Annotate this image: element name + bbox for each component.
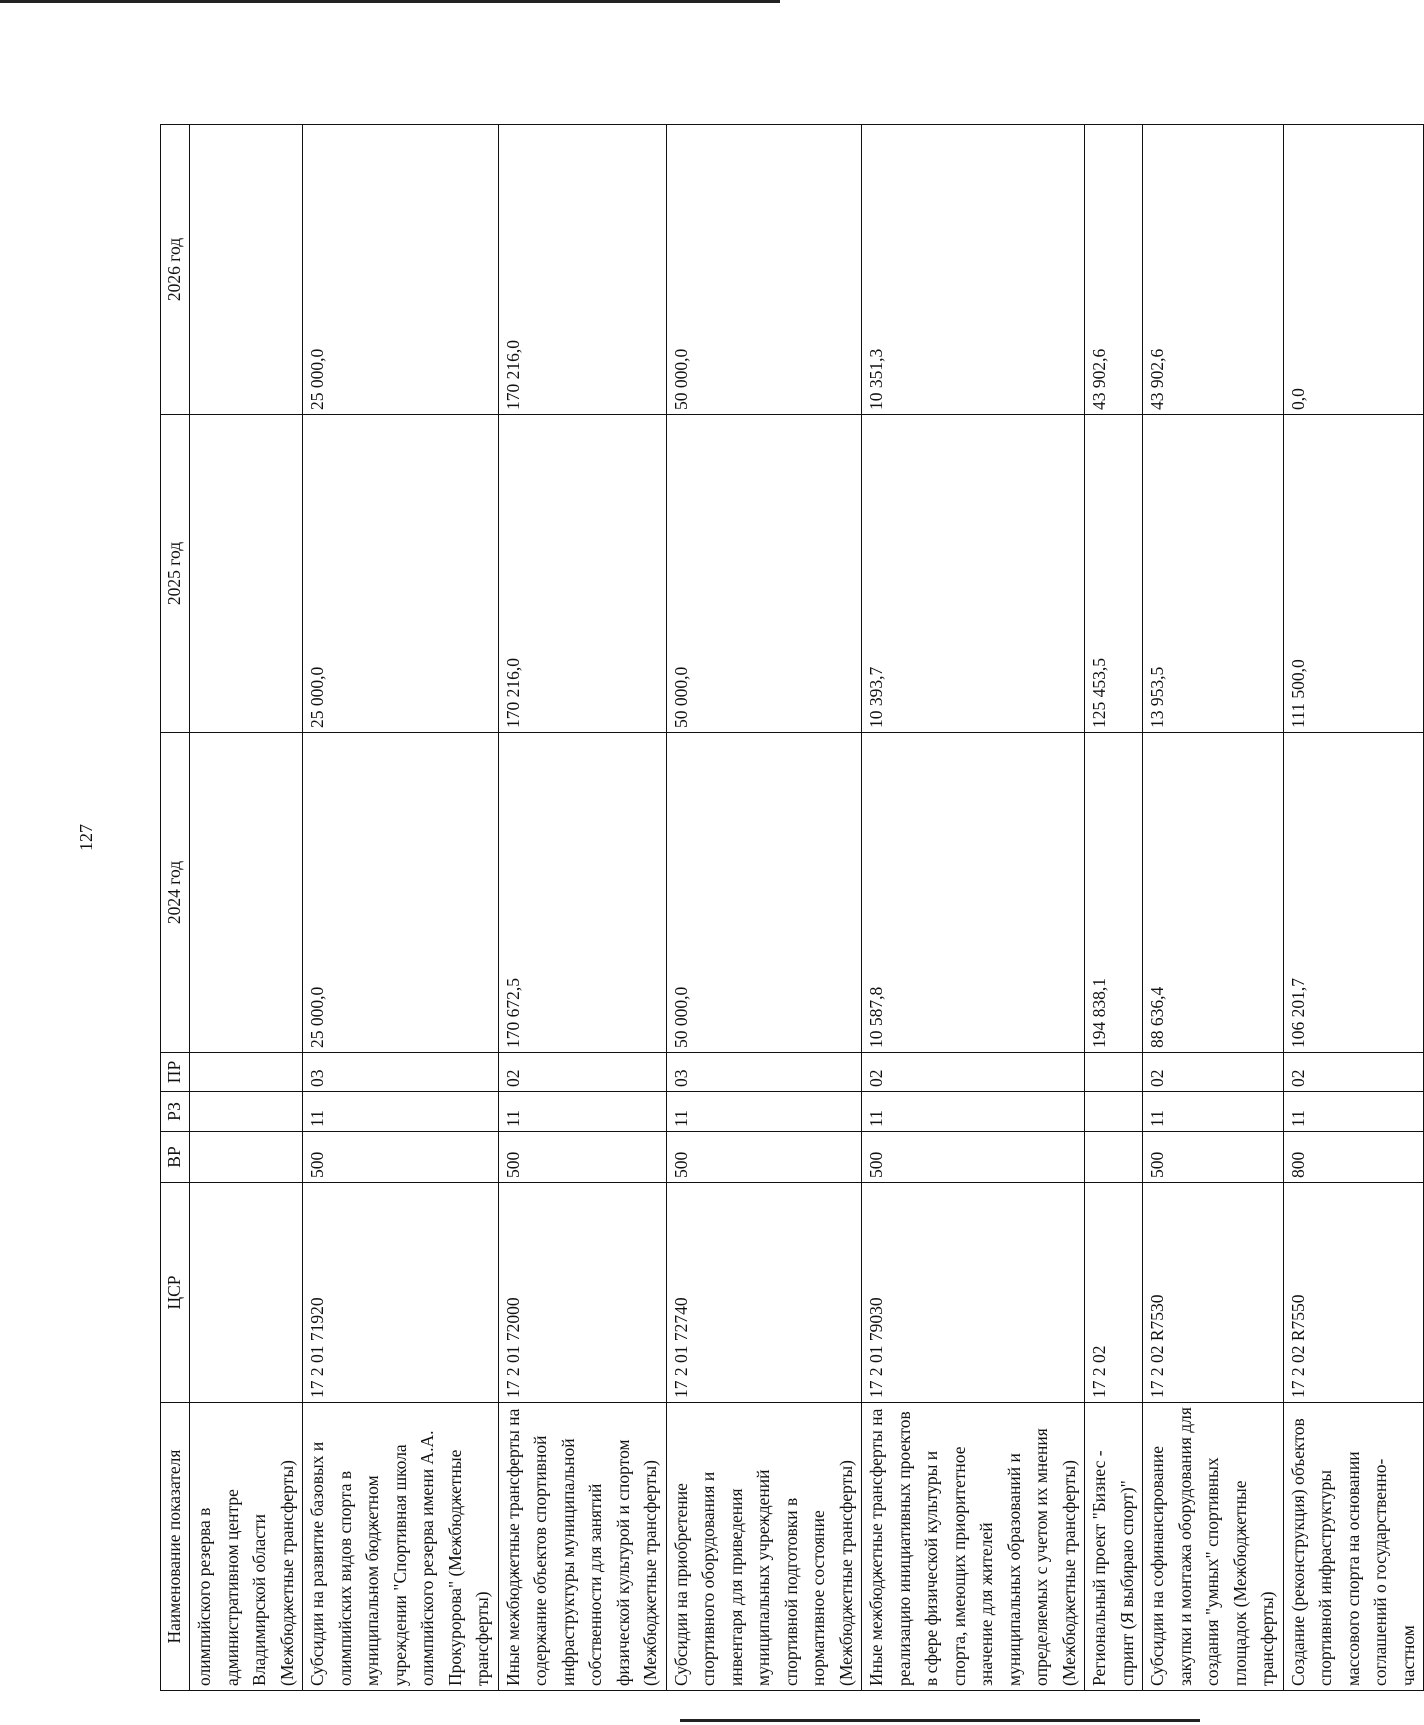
header-rz: РЗ bbox=[161, 1092, 190, 1132]
cell-2025 bbox=[190, 415, 303, 733]
cell-vr: 500 bbox=[498, 1132, 666, 1183]
cell-pr: 03 bbox=[303, 1053, 499, 1092]
cell-2026: 43 902,6 bbox=[1085, 125, 1143, 415]
cell-pr bbox=[1085, 1053, 1143, 1092]
header-2024: 2024 год bbox=[161, 733, 190, 1053]
cell-2026: 43 902,6 bbox=[1143, 125, 1284, 415]
table-row bbox=[1143, 125, 1284, 1691]
header-pr: ПР bbox=[161, 1053, 190, 1092]
cell-vr bbox=[1085, 1132, 1143, 1183]
cell-2025: 50 000,0 bbox=[666, 415, 862, 733]
cell-2026: 10 351,3 bbox=[862, 125, 1085, 415]
cell-2024 bbox=[190, 733, 303, 1053]
cell-rz: 11 bbox=[1143, 1092, 1284, 1132]
cell-pr: 02 bbox=[1143, 1053, 1284, 1092]
cell-2025: 125 453,5 bbox=[1085, 415, 1143, 733]
budget-table bbox=[160, 124, 1424, 1691]
cell-pr bbox=[190, 1053, 303, 1092]
cell-2026 bbox=[190, 125, 303, 415]
cell-2026: 0,0 bbox=[1283, 125, 1424, 415]
cell-csr: 17 2 02 bbox=[1085, 1183, 1143, 1403]
cell-rz: 11 bbox=[498, 1092, 666, 1132]
cell-vr: 500 bbox=[303, 1132, 499, 1183]
cell-2025: 170 216,0 bbox=[498, 415, 666, 733]
cell-csr bbox=[190, 1183, 303, 1403]
cell-2024: 106 201,7 bbox=[1283, 733, 1424, 1053]
cell-name: олимпийского резерва в административном центре Владимирской области (Межбюджетные трансферты) bbox=[190, 1403, 303, 1691]
cell-2024: 25 000,0 bbox=[303, 733, 499, 1053]
cell-rz: 11 bbox=[303, 1092, 499, 1132]
header-2026: 2026 год bbox=[161, 125, 190, 415]
cell-name: Иные межбюджетные трансферты на реализацию инициативных проектов в сфере физической культуры и спорта, имеющих приоритетное значение для жителей муниципальных образований и определяемых с учетом их мнения (Межбюджетные трансферты) bbox=[862, 1403, 1085, 1691]
cell-name: Региональный проект "Бизнес - спринт (Я выбираю спорт)" bbox=[1085, 1403, 1143, 1691]
cell-2025: 13 953,5 bbox=[1143, 415, 1284, 733]
cell-2026: 170 216,0 bbox=[498, 125, 666, 415]
header-2025: 2025 год bbox=[161, 415, 190, 733]
cell-rz: 11 bbox=[862, 1092, 1085, 1132]
cell-2026: 25 000,0 bbox=[303, 125, 499, 415]
table-row bbox=[190, 125, 303, 1691]
cell-2024: 10 587,8 bbox=[862, 733, 1085, 1053]
table-header-row bbox=[161, 125, 190, 1691]
table-row bbox=[862, 125, 1085, 1691]
cell-2024: 50 000,0 bbox=[666, 733, 862, 1053]
cell-rz: 11 bbox=[1283, 1092, 1424, 1132]
cell-vr: 800 bbox=[1283, 1132, 1424, 1183]
table-row bbox=[303, 125, 499, 1691]
cell-rz bbox=[1085, 1092, 1143, 1132]
header-csr: ЦСР bbox=[161, 1183, 190, 1403]
cell-pr: 02 bbox=[498, 1053, 666, 1092]
cell-name: Субсидии на развитие базовых и олимпийских видов спорта в муниципальном бюджетном учреждении "Спортивная школа олимпийского резерва имени А.А. Прокуророва" (Межбюджетные трансферты) bbox=[303, 1403, 499, 1691]
cell-2024: 170 672,5 bbox=[498, 733, 666, 1053]
table-row bbox=[498, 125, 666, 1691]
cell-rz bbox=[190, 1092, 303, 1132]
cell-name: Иные межбюджетные трансферты на содержание объектов спортивной инфраструктуры муниципальной собственности для занятий физической культурой и спортом (Межбюджетные трансферты) bbox=[498, 1403, 666, 1691]
page-number: 127 bbox=[76, 824, 96, 851]
cell-csr: 17 2 01 71920 bbox=[303, 1183, 499, 1403]
cell-2025: 111 500,0 bbox=[1283, 415, 1424, 733]
cell-csr: 17 2 01 72000 bbox=[498, 1183, 666, 1403]
header-name: Наименование показателя bbox=[161, 1403, 190, 1691]
cell-2025: 25 000,0 bbox=[303, 415, 499, 733]
cell-vr bbox=[190, 1132, 303, 1183]
cell-name: Создание (реконструкция) объектов спортивной инфраструктуры массового спорта на основании соглашений о государственно-частном bbox=[1283, 1403, 1424, 1691]
cell-csr: 17 2 01 72740 bbox=[666, 1183, 862, 1403]
header-vr: ВР bbox=[161, 1132, 190, 1183]
cell-vr: 500 bbox=[666, 1132, 862, 1183]
cell-pr: 02 bbox=[862, 1053, 1085, 1092]
cell-vr: 500 bbox=[1143, 1132, 1284, 1183]
cell-2025: 10 393,7 bbox=[862, 415, 1085, 733]
rotated-table-wrapper bbox=[160, 125, 1418, 1691]
scan-edge-top bbox=[0, 0, 780, 3]
cell-pr: 03 bbox=[666, 1053, 862, 1092]
table-row bbox=[1085, 125, 1143, 1691]
cell-csr: 17 2 02 R7530 bbox=[1143, 1183, 1284, 1403]
table-row bbox=[1283, 125, 1424, 1691]
cell-name: Субсидии на софинансирование закупки и монтажа оборудования для создания "умных" спортивных площадок (Межбюджетные трансферты) bbox=[1143, 1403, 1284, 1691]
cell-2026: 50 000,0 bbox=[666, 125, 862, 415]
scan-edge-bottom bbox=[680, 1719, 1200, 1722]
cell-csr: 17 2 01 79030 bbox=[862, 1183, 1085, 1403]
cell-2024: 88 636,4 bbox=[1143, 733, 1284, 1053]
cell-csr: 17 2 02 R7550 bbox=[1283, 1183, 1424, 1403]
cell-2024: 194 838,1 bbox=[1085, 733, 1143, 1053]
cell-vr: 500 bbox=[862, 1132, 1085, 1183]
cell-rz: 11 bbox=[666, 1092, 862, 1132]
cell-name: Субсидии на приобретение спортивного оборудования и инвентаря для приведения муниципальных учреждений спортивной подготовки в нормативное состояние (Межбюджетные трансферты) bbox=[666, 1403, 862, 1691]
cell-pr: 02 bbox=[1283, 1053, 1424, 1092]
table-row bbox=[666, 125, 862, 1691]
